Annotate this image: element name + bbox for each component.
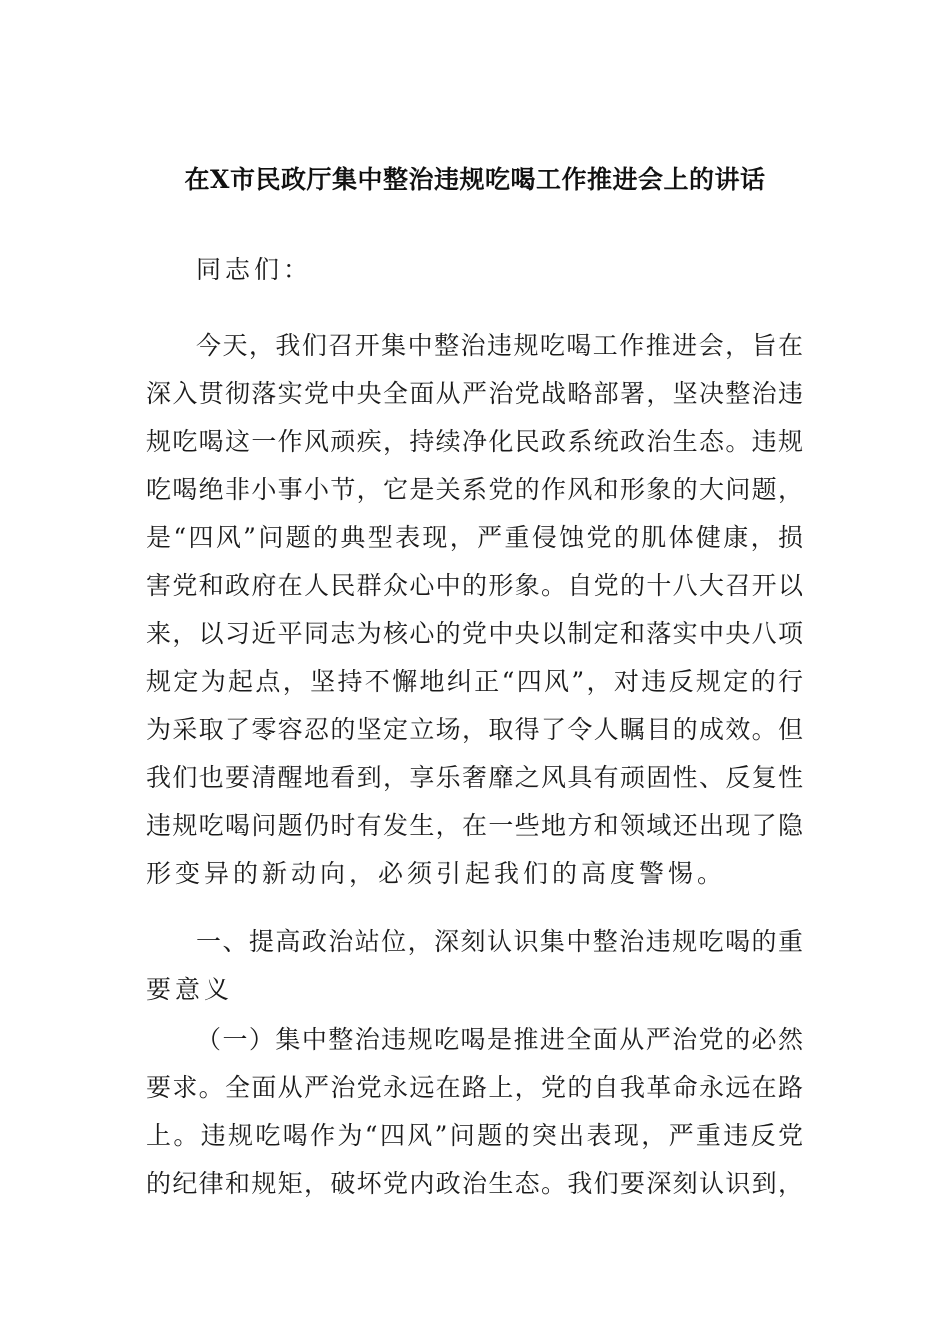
paragraph-line: 今天，我们召开集中整治违规吃喝工作推进会，旨在 bbox=[196, 331, 803, 360]
paragraph-line: 害党和政府在人民群众心中的形象。自党的十八大召开以 bbox=[146, 571, 803, 600]
paragraph-line: 吃喝绝非小事小节，它是关系党的作风和形象的大问题， bbox=[146, 475, 803, 504]
paragraph-line: 形变异的新动向，必须引起我们的高度警惕。 bbox=[146, 859, 727, 888]
document-title: 在X市民政厅集中整治违规吃喝工作推进会上的讲话 bbox=[184, 165, 766, 194]
paragraph-line: 要求。全面从严治党永远在路上，党的自我革命永远在路 bbox=[146, 1073, 803, 1102]
section-heading-line: 一、提高政治站位，深刻认识集中整治违规吃喝的重 bbox=[196, 927, 803, 956]
salutation: 同志们： bbox=[196, 255, 313, 284]
paragraph-line: （一）集中整治违规吃喝是推进全面从严治党的必然 bbox=[196, 1025, 803, 1054]
section-heading-line: 要意义 bbox=[146, 975, 234, 1004]
paragraph-line: 深入贯彻落实党中央全面从严治党战略部署，坚决整治违 bbox=[146, 379, 803, 408]
paragraph-line: 来，以习近平同志为核心的党中央以制定和落实中央八项 bbox=[146, 619, 803, 648]
paragraph-line: 上。违规吃喝作为“四风”问题的突出表现，严重违反党 bbox=[146, 1121, 803, 1150]
paragraph-line: 是“四风”问题的典型表现，严重侵蚀党的肌体健康，损 bbox=[146, 523, 803, 552]
paragraph-line: 的纪律和规矩，破坏党内政治生态。我们要深刻认识到， bbox=[146, 1169, 803, 1198]
paragraph-line: 我们也要清醒地看到，享乐奢靡之风具有顽固性、反复性 bbox=[146, 763, 803, 792]
paragraph-line: 规吃喝这一作风顽疾，持续净化民政系统政治生态。违规 bbox=[146, 427, 803, 456]
paragraph-line: 为采取了零容忍的坚定立场，取得了令人瞩目的成效。但 bbox=[146, 715, 803, 744]
paragraph-line: 规定为起点，坚持不懈地纠正“四风”，对违反规定的行 bbox=[146, 667, 803, 696]
paragraph-line: 违规吃喝问题仍时有发生，在一些地方和领域还出现了隐 bbox=[146, 811, 803, 840]
